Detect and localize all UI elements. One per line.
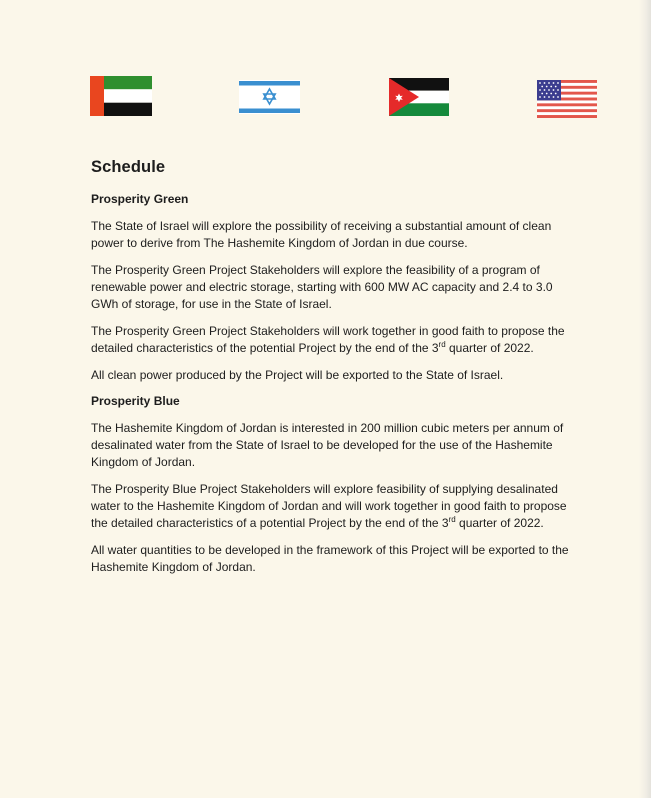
document-body bbox=[91, 158, 581, 586]
page-title: Schedule bbox=[91, 158, 166, 176]
section-heading-prosperity-blue: Prosperity Blue bbox=[91, 394, 180, 408]
uae-flag-icon bbox=[90, 76, 152, 116]
page-edge-shadow bbox=[639, 0, 651, 798]
paragraph: All water quantities to be developed in the framework of this Project will be exported to the Hashemite Kingdom of Jordan. bbox=[91, 543, 569, 574]
paragraph bbox=[91, 323, 581, 357]
paragraph: The Prosperity Green Project Stakeholders will explore the feasibility of a program of renewable power and electric storage, starting with 600 MW AC capacity and 2.4 to 3.0 GWh of storage, for use in the State of Israel. bbox=[91, 263, 553, 311]
paragraph bbox=[91, 481, 581, 532]
paragraph: The State of Israel will explore the possibility of receiving a substantial amount of clean power to derive from The Hashemite Kingdom of Jordan in due course. bbox=[91, 219, 552, 250]
paragraph: The Hashemite Kingdom of Jordan is interested in 200 million cubic meters per annum of desalinated water from the State of Israel to be developed for the use of the Hashemite Kingdom of Jordan. bbox=[91, 421, 564, 469]
ordinal-superscript: rd bbox=[438, 340, 446, 349]
paragraph-text: quarter of 2022. bbox=[455, 516, 544, 530]
paragraph: All clean power produced by the Project will be exported to the State of Israel. bbox=[91, 368, 504, 382]
israel-flag-icon bbox=[239, 80, 300, 114]
ordinal-superscript: rd bbox=[448, 515, 456, 524]
section-heading-prosperity-green: Prosperity Green bbox=[91, 192, 189, 206]
paragraph-text: The Prosperity Blue Project Stakeholders will explore feasibility of supplying desalinated water to the Hashemite Kingdom of Jordan and will work together in good faith to propose the detailed characteristics of a potential Project by the end of the 3 bbox=[91, 482, 567, 530]
usa-flag-icon bbox=[537, 80, 597, 118]
jordan-flag-icon bbox=[389, 78, 449, 116]
paragraph-text: quarter of 2022. bbox=[445, 341, 534, 355]
flag-row bbox=[0, 74, 651, 124]
paragraph-text: The Prosperity Green Project Stakeholders will work together in good faith to propose the detailed characteristics of the potential Project by the end of the 3 bbox=[91, 324, 565, 355]
